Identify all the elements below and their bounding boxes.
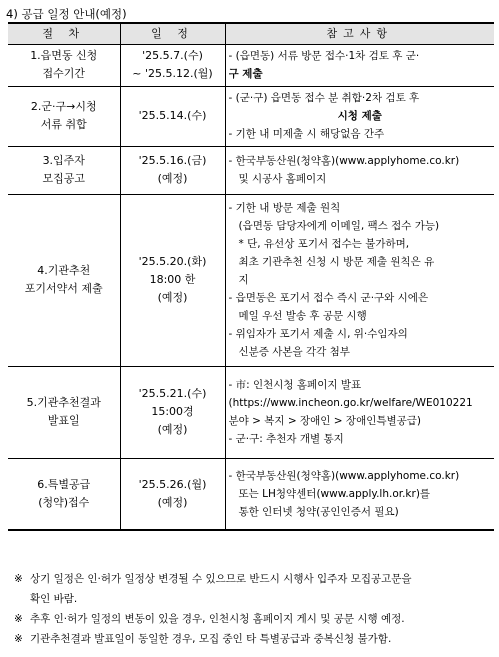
note-cell xyxy=(225,458,494,530)
date-line: '25.5.7.(수) xyxy=(142,49,203,62)
date-cell xyxy=(120,44,225,86)
step-line: 접수기간 xyxy=(42,67,85,80)
step-line: 2.군·구→시청 xyxy=(30,100,97,113)
note-line: - 기한 내 미제출 시 해당없음 간주 xyxy=(228,128,385,140)
note-line: 지 xyxy=(238,274,249,286)
step-cell xyxy=(8,86,120,146)
note-line: 또는 LH청약센터(www.apply.lh.or.kr)를 xyxy=(238,487,431,500)
date-line: (예정) xyxy=(157,423,188,436)
footnotes xyxy=(14,569,494,649)
note-line: 메일 우선 발송 후 공문 시행 xyxy=(238,310,367,322)
reference-mark: ※ xyxy=(14,633,23,645)
step-cell xyxy=(8,194,120,366)
date-cell xyxy=(120,194,225,366)
note-line: 통한 인터넷 청약(공인인증서 필요) xyxy=(238,505,399,518)
table-row xyxy=(8,194,494,366)
note-cell xyxy=(225,146,494,194)
note-link-line: (https://www.incheon.go.kr/welfare/WE010221 xyxy=(228,397,473,409)
date-cell xyxy=(120,146,225,194)
footnote xyxy=(14,629,494,649)
step-line: 서류 취합 xyxy=(40,118,87,131)
note-line: - 市: 인천시청 홈페이지 발표 xyxy=(228,379,362,391)
note-line: - 위임자가 포기서 제출 시, 위·수임자의 xyxy=(228,328,408,340)
date-line: (예정) xyxy=(157,495,188,509)
date-cell xyxy=(120,86,225,146)
step-line: 포기서약서 제출 xyxy=(24,282,103,295)
table-header-row xyxy=(8,23,494,44)
table-row xyxy=(8,86,494,146)
note-line: (읍면동 담당자에게 이메일, 팩스 접수 가능) xyxy=(238,220,440,232)
note-line: 및 시공사 홈페이지 xyxy=(238,173,327,185)
note-line: 신분증 사본을 각각 첨부 xyxy=(238,346,350,358)
note-line: - (읍면동) 서류 방문 접수·1차 검토 후 군· xyxy=(228,50,420,62)
step-line: 3.입주자 xyxy=(42,154,85,167)
date-line: ~ '25.5.12.(월) xyxy=(132,67,213,80)
note-cell xyxy=(225,366,494,458)
date-line: (예정) xyxy=(157,291,188,304)
note-line: 구 제출 xyxy=(228,68,263,80)
step-line: 6.특별공급 xyxy=(37,477,91,491)
note-cell xyxy=(225,86,494,146)
date-line: '25.5.21.(수) xyxy=(138,387,207,400)
step-line: 모집공고 xyxy=(42,172,85,185)
step-cell xyxy=(8,44,120,86)
date-line: '25.5.16.(금) xyxy=(138,154,207,167)
note-line: 최초 기관추천 신청 시 방문 제출 원칙은 유 xyxy=(238,256,435,268)
footnote-text: 추후 인·허가 일정의 변동이 있을 경우, 인천시청 홈페이지 게시 및 공문 시행 예정. xyxy=(30,613,405,625)
reference-mark: ※ xyxy=(14,613,23,625)
date-cell xyxy=(120,366,225,458)
note-line: - 기한 내 방문 제출 원칙 xyxy=(228,202,341,214)
section-heading: 4) 공급 일정 안내(예정) xyxy=(6,7,127,21)
step-cell xyxy=(8,458,120,530)
footnote xyxy=(14,569,494,589)
step-line: 1.읍면동 신청 xyxy=(30,49,98,62)
note-cell xyxy=(225,194,494,366)
table-row xyxy=(8,146,494,194)
step-line: 발표일 xyxy=(47,414,80,427)
note-line: 분야 > 복지 > 장애인 > 장애인특별공급) xyxy=(228,415,422,427)
note-cell xyxy=(225,44,494,86)
date-line: '25.5.20.(화) xyxy=(138,255,207,268)
step-line: 4.기관추천 xyxy=(37,264,91,277)
note-line: - 한국부동산원(청약홈)(www.applyhome.co.kr) xyxy=(228,155,460,167)
date-line: 15:00경 xyxy=(151,405,194,418)
date-line: 18:00 한 xyxy=(149,273,196,286)
note-line: 시청 제출 xyxy=(337,110,382,122)
step-cell xyxy=(8,366,120,458)
footnote-text: 상기 일정은 인·허가 일정상 변경될 수 있으므로 반드시 시행사 입주자 모집공고문을 xyxy=(30,573,412,585)
date-line: '25.5.14.(수) xyxy=(138,109,207,122)
table-row xyxy=(8,458,494,530)
header-date: 일 정 xyxy=(120,23,225,44)
note-line: * 단, 유선상 포기서 접수는 불가하며, xyxy=(238,238,410,250)
footnote xyxy=(14,609,494,629)
supply-schedule-table xyxy=(8,22,494,531)
step-line: 5.기관추천결과 xyxy=(26,396,101,409)
note-line: - (군·구) 읍면동 접수 분 취합·2차 검토 후 xyxy=(228,92,420,104)
footnote-text: 기관추천결과 발표일이 동일한 경우, 모집 중인 타 특별공급과 중복신청 불가함. xyxy=(30,633,392,645)
footnote-continuation: 확인 바람. xyxy=(30,593,78,605)
table-row xyxy=(8,366,494,458)
note-line: - 읍면동은 포기서 접수 즉시 군·구와 시에은 xyxy=(228,292,429,304)
note-line: - 한국부동산원(청약홈)(www.applyhome.co.kr) xyxy=(228,469,460,482)
step-line: (청약)접수 xyxy=(38,495,90,509)
step-cell xyxy=(8,146,120,194)
date-line: '25.5.26.(월) xyxy=(138,477,207,491)
header-notes: 참고사항 xyxy=(225,23,494,44)
reference-mark: ※ xyxy=(14,573,23,585)
note-line: - 군·구: 추천자 개별 통지 xyxy=(228,433,344,445)
date-cell xyxy=(120,458,225,530)
header-step: 절 차 xyxy=(8,23,120,44)
table-row xyxy=(8,44,494,86)
date-line: (예정) xyxy=(157,172,188,185)
